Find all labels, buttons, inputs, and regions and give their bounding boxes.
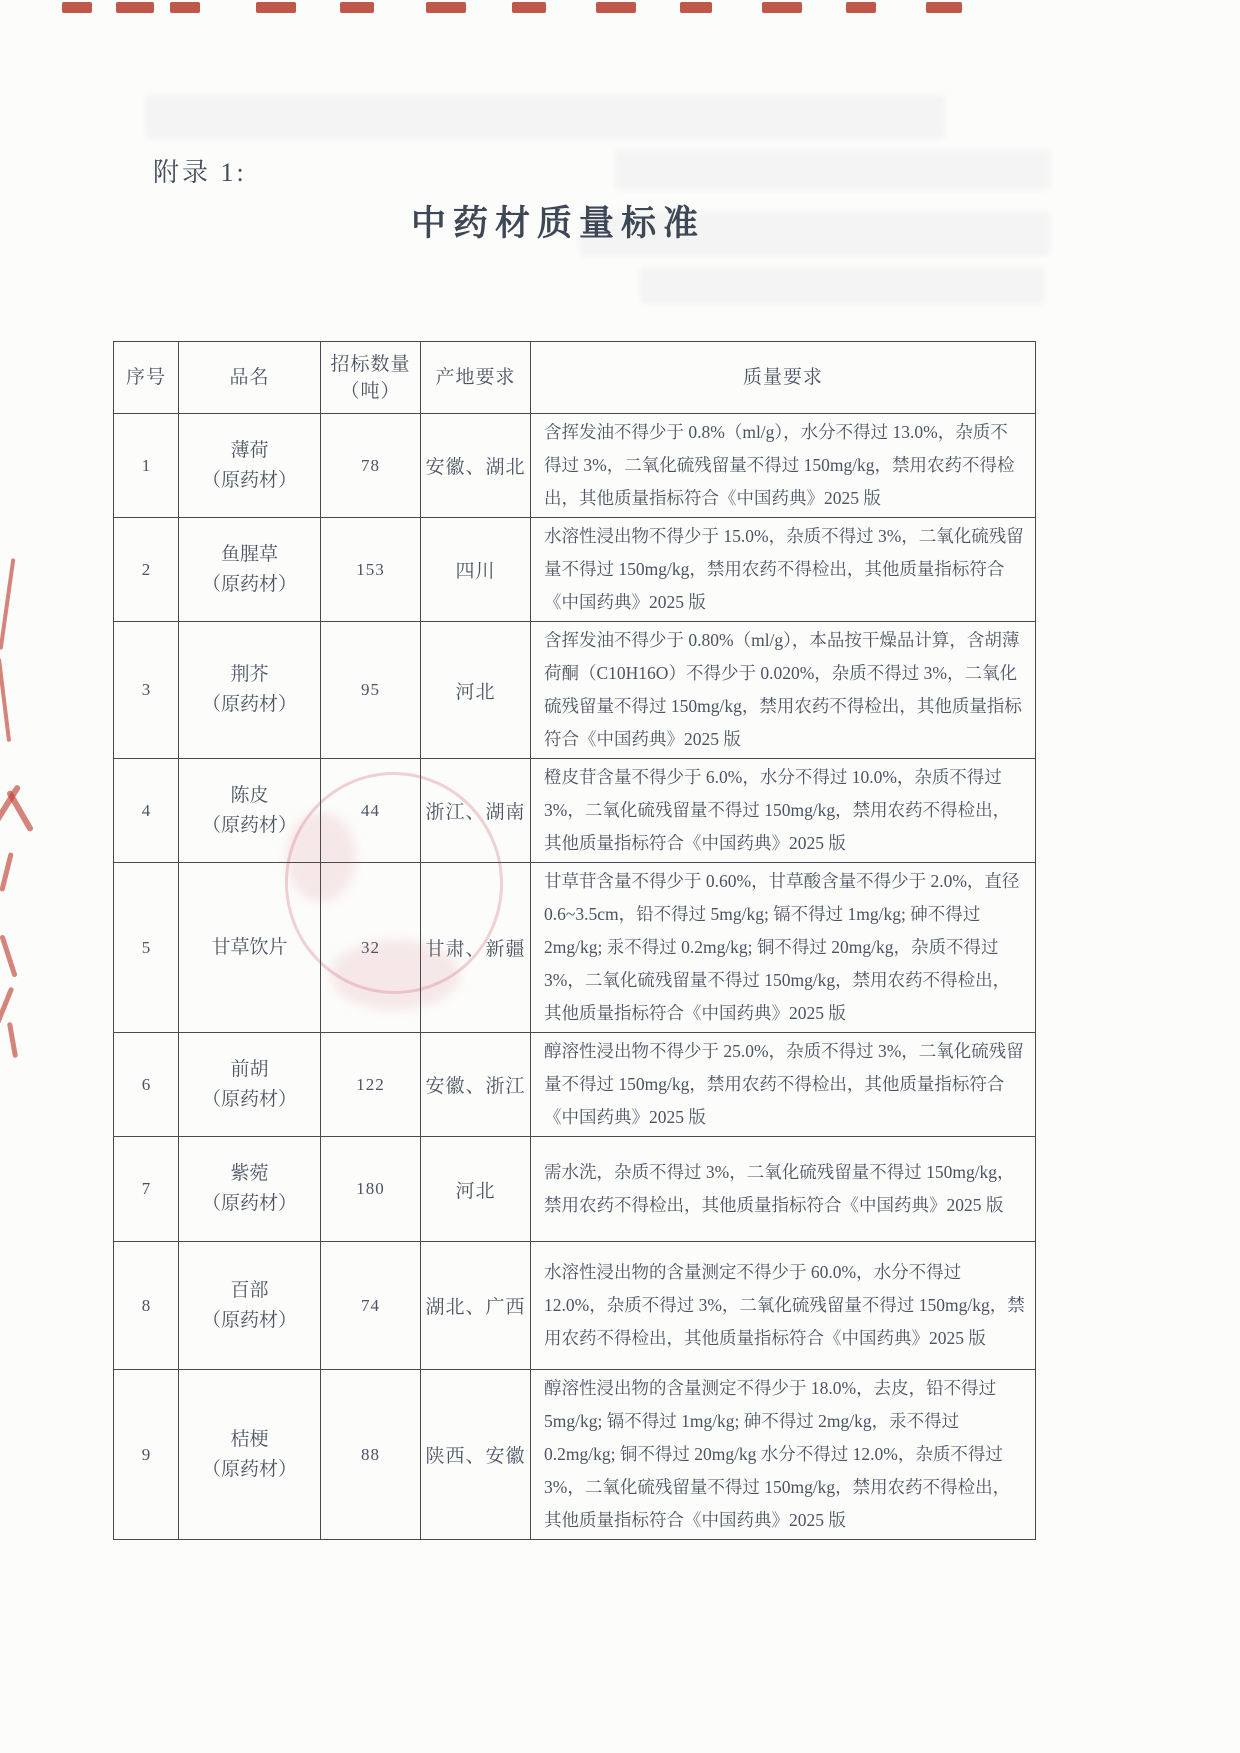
row-number-cell — [114, 759, 179, 863]
table-row — [114, 759, 1036, 863]
column-header-text: 质量要求 — [742, 367, 823, 388]
quality-requirement: 需水洗，杂质不得过 3%，二氧化硫残留量不得过 150mg/kg，禁用农药不得检出，其他质量指标符合《中国药典》2025 版 — [544, 1162, 1015, 1215]
product-name-cell — [179, 622, 321, 759]
scan-red-mark — [926, 2, 962, 13]
column-header-text: 品名 — [229, 367, 270, 388]
product-name-cell — [179, 414, 321, 518]
product-name: 薄荷 — [230, 439, 269, 461]
quality-requirement-cell — [531, 863, 1036, 1033]
row-number: 5 — [141, 937, 151, 957]
scan-red-mark — [512, 2, 546, 13]
origin-cell — [421, 1033, 531, 1137]
origin: 浙江、湖南 — [425, 802, 526, 823]
row-number: 3 — [141, 680, 151, 699]
bid-quantity: 95 — [361, 680, 380, 699]
origin-cell — [421, 622, 531, 759]
quality-requirement-cell — [531, 759, 1036, 863]
quality-requirement-cell — [531, 1242, 1036, 1370]
bid-quantity-cell — [321, 1137, 421, 1242]
bleedthrough-text-ghost — [640, 268, 1045, 304]
quality-requirement: 醇溶性浸出物的含量测定不得少于 18.0%，去皮，铅不得过 5mg/kg; 镉不得过 1mg/kg; 砷不得过 2mg/kg，汞不得过 0.2mg/kg; 铜不得过 20mg/kg 水分不得过 12.0%，杂质不得过 3%，二氧化硫残留量不得过 150mg/kg，禁用农药不得检出，其他质量指标符合《中国药典》2025 版 — [544, 1378, 1011, 1530]
bid-quantity-cell — [321, 518, 421, 622]
bleedthrough-text-ghost — [145, 95, 945, 139]
quality-requirement: 橙皮苷含量不得少于 6.0%，水分不得过 10.0%，杂质不得过 3%，二氧化硫残留量不得过 150mg/kg，禁用农药不得检出，其他质量指标符合《中国药典》2025 版 — [544, 767, 1011, 853]
row-number-cell — [114, 1033, 179, 1137]
row-number: 4 — [141, 800, 151, 820]
row-number-cell — [114, 1137, 179, 1242]
origin-cell — [421, 518, 531, 622]
scan-red-mark — [256, 2, 296, 13]
column-header-text: 招标数量 — [330, 353, 411, 375]
scan-red-mark — [6, 790, 34, 833]
bid-quantity-cell — [321, 1370, 421, 1540]
product-name-sub: （原药材） — [201, 1458, 297, 1480]
origin: 河北 — [455, 681, 496, 703]
product-name-sub: （原药材） — [201, 814, 297, 836]
row-number: 7 — [141, 1179, 151, 1198]
quality-standards-table — [113, 341, 1036, 1540]
bid-quantity-cell — [321, 622, 421, 759]
appendix-label: 附录 1: — [153, 158, 247, 187]
origin-cell — [421, 1137, 531, 1242]
quality-requirement: 甘草苷含量不得少于 0.60%，甘草酸含量不得少于 2.0%，直径 0.6~3.5cm，铅不得过 5mg/kg; 镉不得过 1mg/kg; 砷不得过 2mg/kg; 汞不得过 0.2mg/kg; 铜不得过 20mg/kg，杂质不得过 3%，二氧化硫残留量不得过 150mg/kg，禁用农药不得检出，其他质量指标符合《中国药典》2025 版 — [544, 871, 1020, 1023]
column-header-subtext: （吨） — [340, 380, 401, 402]
product-name: 桔梗 — [230, 1428, 269, 1450]
column-header-text: 产地要求 — [435, 367, 516, 388]
row-number-cell — [114, 1242, 179, 1370]
product-name-cell — [179, 1033, 321, 1137]
origin: 安徽、浙江 — [425, 1076, 526, 1097]
quality-requirement: 醇溶性浸出物不得少于 25.0%，杂质不得过 3%，二氧化硫残留量不得过 150mg/kg，禁用农药不得检出，其他质量指标符合《中国药典》2025 版 — [544, 1041, 1024, 1127]
scan-red-mark — [0, 934, 18, 977]
product-name: 百部 — [230, 1279, 269, 1301]
bleedthrough-text-ghost — [615, 150, 1050, 190]
bid-quantity-cell — [321, 414, 421, 518]
row-number: 8 — [141, 1295, 151, 1315]
product-name-sub: （原药材） — [201, 469, 297, 491]
product-name-sub: （原药材） — [201, 1193, 297, 1214]
bid-quantity: 74 — [361, 1295, 380, 1315]
product-name: 荆芥 — [230, 664, 269, 685]
bid-quantity: 32 — [361, 937, 380, 957]
table-row — [114, 863, 1036, 1033]
column-header — [179, 342, 321, 414]
scan-red-mark — [340, 2, 374, 13]
quality-requirement: 含挥发油不得少于 0.8%（ml/g），水分不得过 13.0%，杂质不得过 3%，二氧化硫残留量不得过 150mg/kg，禁用农药不得检出，其他质量指标符合《中国药典》2025 版 — [544, 422, 1015, 508]
scan-red-mark — [846, 2, 876, 13]
quality-requirement-cell — [531, 414, 1036, 518]
product-name-cell — [179, 518, 321, 622]
scan-red-mark — [0, 987, 14, 1026]
origin: 甘肃、新疆 — [425, 939, 526, 960]
product-name: 甘草饮片 — [211, 936, 288, 958]
row-number: 6 — [141, 1074, 151, 1094]
quality-requirement: 含挥发油不得少于 0.80%（ml/g），本品按干燥品计算，含胡薄荷酮（C10H16O）不得少于 0.020%，杂质不得过 3%，二氧化硫残留量不得过 150mg/kg，禁用农药不得检出，其他质量指标符合《中国药典》2025 版 — [544, 630, 1022, 749]
scan-red-mark — [7, 1022, 18, 1058]
origin-cell — [421, 863, 531, 1033]
quality-requirement: 水溶性浸出物的含量测定不得少于 60.0%，水分不得过 12.0%，杂质不得过 3%，二氧化硫残留量不得过 150mg/kg，禁用农药不得检出，其他质量指标符合《中国药典》2025 版 — [544, 1262, 1025, 1348]
scan-red-mark — [0, 658, 11, 742]
origin-cell — [421, 414, 531, 518]
row-number-cell — [114, 518, 179, 622]
column-header-text: 序号 — [125, 367, 166, 388]
table-row — [114, 414, 1036, 518]
origin: 河北 — [455, 1180, 496, 1202]
origin-cell — [421, 759, 531, 863]
scan-red-mark — [596, 2, 636, 13]
bid-quantity: 78 — [361, 455, 380, 475]
table-row — [114, 1370, 1036, 1540]
row-number-cell — [114, 414, 179, 518]
table-row — [114, 1033, 1036, 1137]
scan-red-mark — [0, 852, 14, 892]
bid-quantity: 88 — [361, 1444, 380, 1464]
bid-quantity-cell — [321, 863, 421, 1033]
origin: 四川 — [455, 561, 496, 582]
row-number: 2 — [141, 559, 151, 579]
origin-cell — [421, 1242, 531, 1370]
table-row — [114, 518, 1036, 622]
row-number: 9 — [141, 1444, 151, 1464]
table-row — [114, 1137, 1036, 1242]
bid-quantity-cell — [321, 1033, 421, 1137]
quality-requirement-cell — [531, 1033, 1036, 1137]
product-name: 紫菀 — [230, 1163, 269, 1184]
scan-red-mark — [762, 2, 802, 13]
bid-quantity: 153 — [356, 559, 385, 579]
product-name-cell — [179, 1137, 321, 1242]
column-header — [114, 342, 179, 414]
scan-red-mark — [170, 2, 200, 13]
product-name-sub: （原药材） — [201, 1309, 297, 1331]
quality-requirement-cell — [531, 1370, 1036, 1540]
product-name-sub: （原药材） — [201, 573, 297, 595]
row-number-cell — [114, 863, 179, 1033]
bid-quantity-cell — [321, 1242, 421, 1370]
quality-requirement-cell — [531, 1137, 1036, 1242]
product-name: 前胡 — [230, 1058, 269, 1080]
origin-cell — [421, 1370, 531, 1540]
product-name-cell — [179, 863, 321, 1033]
row-number: 1 — [141, 455, 151, 475]
quality-requirement-cell — [531, 518, 1036, 622]
table-row — [114, 622, 1036, 759]
scan-red-mark — [0, 558, 15, 650]
quality-requirement: 水溶性浸出物不得少于 15.0%，杂质不得过 3%，二氧化硫残留量不得过 150mg/kg，禁用农药不得检出，其他质量指标符合《中国药典》2025 版 — [544, 526, 1024, 612]
product-name: 陈皮 — [230, 784, 269, 806]
bid-quantity: 122 — [356, 1074, 385, 1094]
product-name-cell — [179, 1370, 321, 1540]
quality-requirement-cell — [531, 622, 1036, 759]
product-name-sub: （原药材） — [201, 694, 297, 715]
column-header — [321, 342, 421, 414]
page-title: 中药材质量标准 — [410, 204, 705, 243]
product-name-cell — [179, 1242, 321, 1370]
table-header-row — [114, 342, 1036, 414]
bid-quantity: 44 — [361, 800, 380, 820]
row-number-cell — [114, 622, 179, 759]
scan-red-mark — [116, 2, 154, 13]
table-row — [114, 1242, 1036, 1370]
product-name: 鱼腥草 — [220, 543, 278, 565]
scan-red-mark — [680, 2, 712, 13]
origin: 湖北、广西 — [425, 1297, 526, 1318]
origin: 陕西、安徽 — [425, 1446, 526, 1467]
row-number-cell — [114, 1370, 179, 1540]
bid-quantity: 180 — [356, 1179, 385, 1198]
scan-red-mark — [426, 2, 466, 13]
bid-quantity-cell — [321, 759, 421, 863]
origin: 安徽、湖北 — [425, 457, 526, 478]
product-name-cell — [179, 759, 321, 863]
product-name-sub: （原药材） — [201, 1088, 297, 1110]
scan-red-mark — [62, 2, 92, 13]
column-header — [531, 342, 1036, 414]
column-header — [421, 342, 531, 414]
